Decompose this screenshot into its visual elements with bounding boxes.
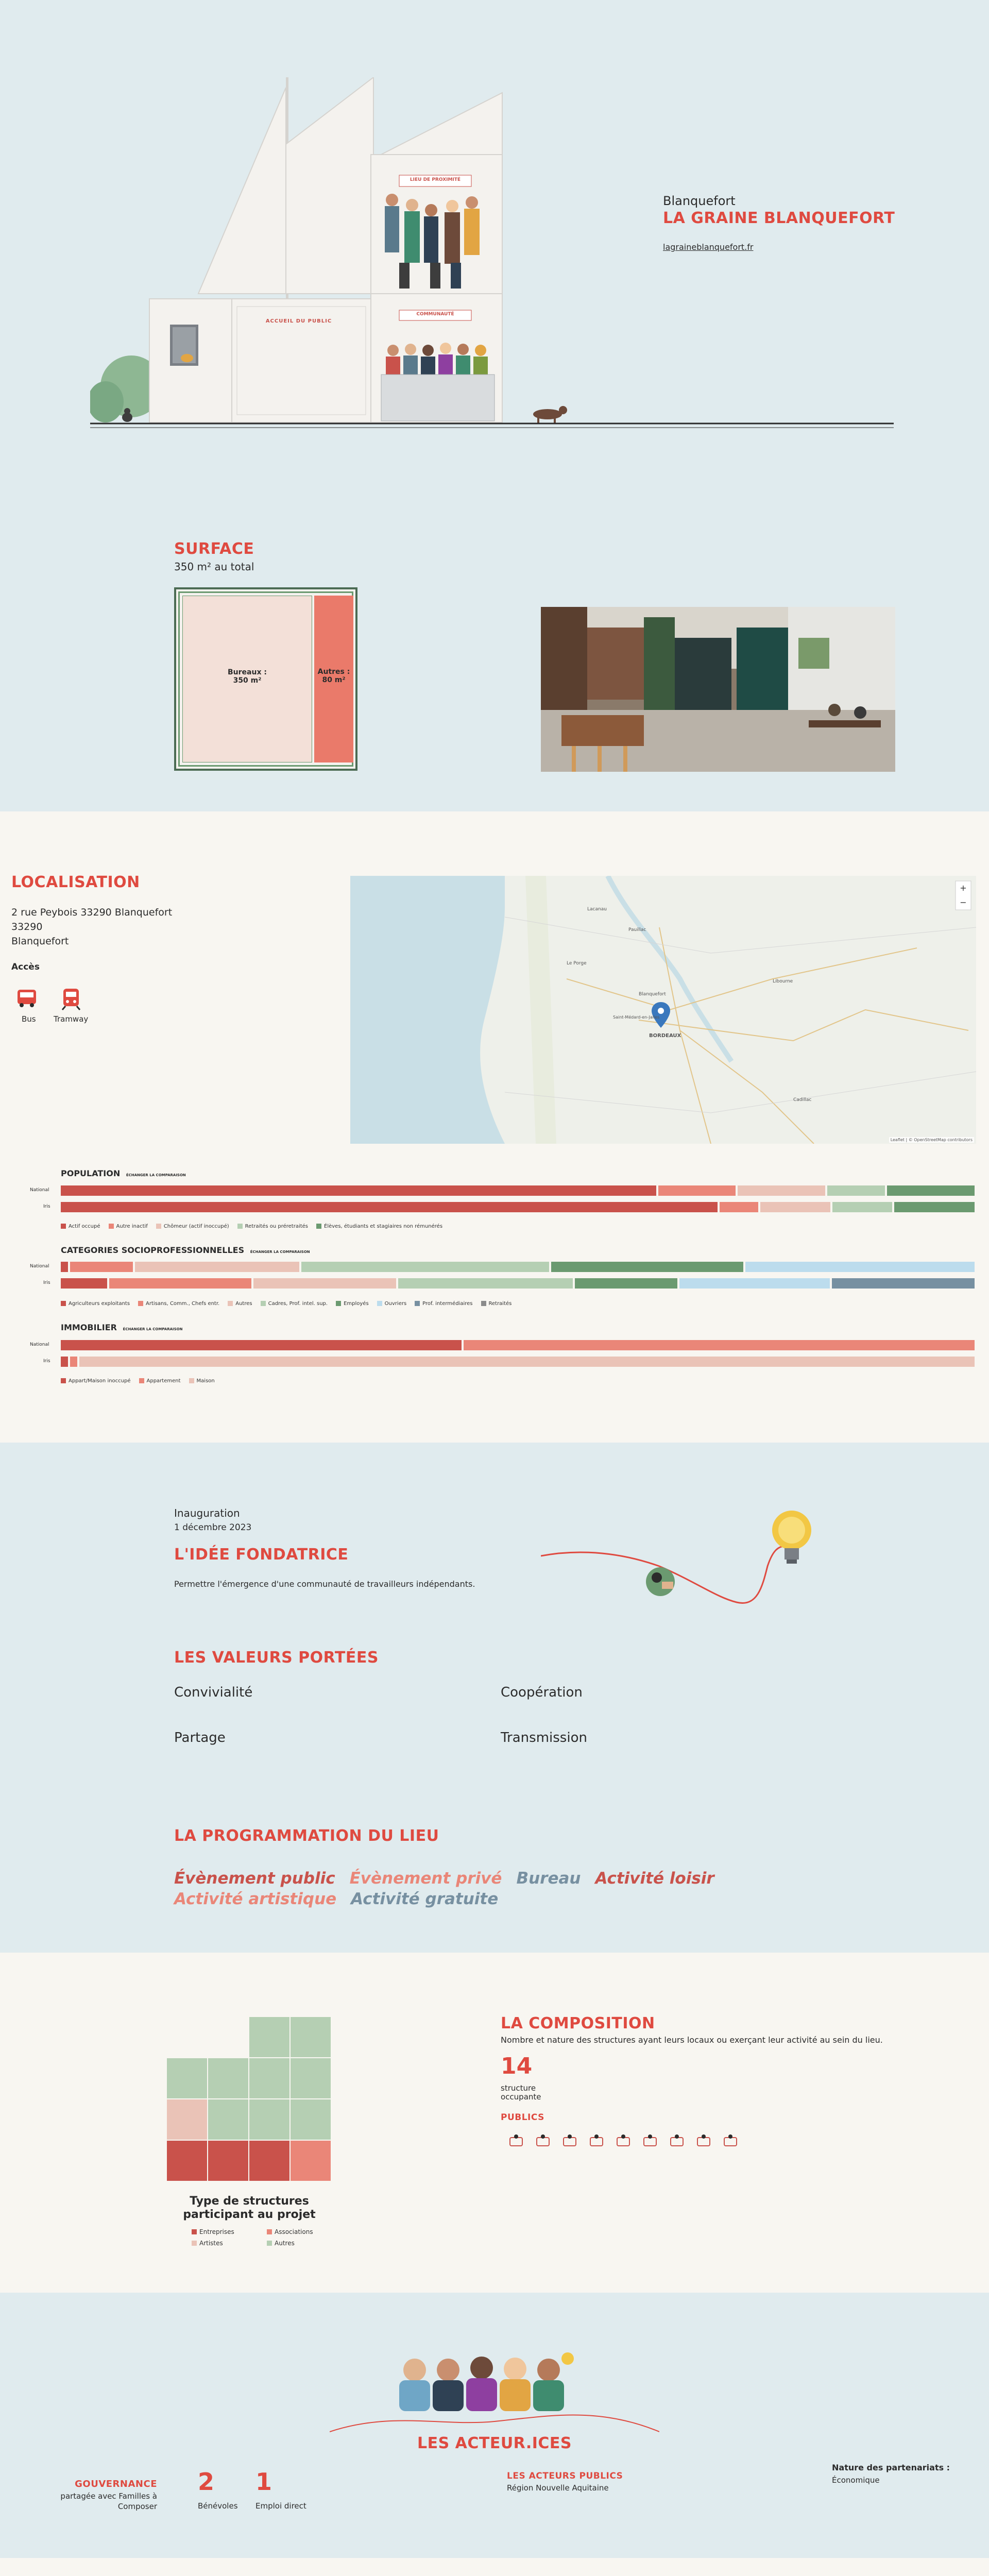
population-title-text: POPULATION <box>61 1168 121 1178</box>
population-legend <box>61 1221 977 1231</box>
immobilier-segment[interactable] <box>70 1357 77 1367</box>
immobilier-row-iris <box>61 1357 977 1367</box>
person-icon <box>532 2130 554 2151</box>
csp-row-label-iris: Iris <box>43 1280 50 1285</box>
legend-associations <box>267 2228 313 2235</box>
benevoles-label: Bénévoles <box>198 2501 238 2511</box>
programmation-item: Bureau <box>516 1869 581 1888</box>
population-segment[interactable] <box>894 1202 975 1212</box>
population-legend-item: Retraités ou préretraités <box>237 1224 308 1229</box>
structure-cell-autres[interactable] <box>291 2099 331 2140</box>
csp-segment[interactable] <box>135 1262 299 1272</box>
immobilier-title <box>61 1323 182 1332</box>
building-icon <box>719 2130 742 2151</box>
valeur-transmission: Transmission <box>501 1730 587 1745</box>
publics-title: PUBLICS <box>501 2112 544 2123</box>
immobilier-segment[interactable] <box>79 1357 975 1367</box>
population-segment[interactable] <box>738 1185 825 1196</box>
wheelchair-icon <box>639 2130 661 2151</box>
map-attribution[interactable]: Leaflet | © OpenStreetMap contributors <box>889 1137 974 1143</box>
acteurs-publics-title: LES ACTEURS PUBLICS <box>507 2471 623 2481</box>
acces-title: Accès <box>11 962 40 972</box>
structure-cell-entreprises[interactable] <box>249 2141 289 2181</box>
structure-cell-autres[interactable] <box>167 2058 207 2098</box>
structure-cell-autres[interactable] <box>291 2058 331 2098</box>
population-segment[interactable] <box>658 1185 736 1196</box>
legend-entreprises-label: Entreprises <box>199 2228 234 2235</box>
csp-segment[interactable] <box>575 1278 677 1289</box>
valeur-cooperation: Coopération <box>501 1685 583 1700</box>
csp-legend-item: Cadres, Prof. intel. sup. <box>261 1301 328 1307</box>
emploi-count: 1 <box>255 2468 272 2496</box>
structure-cell-autres[interactable] <box>249 2058 289 2098</box>
structure-cell-associations[interactable] <box>167 2099 207 2140</box>
pop-row-label-iris: Iris <box>43 1204 50 1209</box>
legend-autres-label: Autres <box>275 2240 295 2247</box>
structure-cell-autres[interactable] <box>208 2058 248 2098</box>
address-line2: 33290 <box>11 921 43 933</box>
csp-legend-item: Agriculteurs exploitants <box>61 1301 130 1307</box>
csp-segment[interactable] <box>745 1262 975 1272</box>
plate-icon <box>505 2130 527 2151</box>
population-row-iris <box>61 1202 977 1212</box>
population-segment[interactable] <box>61 1202 718 1212</box>
composition-chart <box>167 2017 332 2182</box>
hero-city: Blanquefort <box>663 194 736 208</box>
structure-cell-autres[interactable] <box>249 2099 289 2140</box>
website-link[interactable]: lagraineblanquefort.fr <box>663 242 754 252</box>
structure-cell-associations[interactable] <box>291 2141 331 2181</box>
legend-entreprises <box>192 2228 259 2235</box>
csp-title <box>61 1245 310 1255</box>
csp-segment[interactable] <box>61 1262 68 1272</box>
family-icon <box>692 2130 715 2151</box>
csp-legend-item: Prof. intermédiaires <box>415 1301 472 1307</box>
immobilier-row-national <box>61 1340 977 1350</box>
autres-label: Autres : <box>317 668 350 676</box>
csp-segment[interactable] <box>398 1278 573 1289</box>
population-legend-item: Chômeur (actif inoccupé) <box>156 1224 229 1229</box>
csp-bars <box>61 1262 977 1293</box>
population-title <box>61 1168 186 1178</box>
csp-legend-item: Employés <box>336 1301 369 1307</box>
imm-row-label-iris: Iris <box>43 1359 50 1364</box>
composition-chart-title: Type de structures participant au projet <box>183 2195 316 2222</box>
valeurs-title: LES VALEURS PORTÉES <box>174 1649 379 1667</box>
csp-segment[interactable] <box>109 1278 252 1289</box>
csp-title-text: CATEGORIES SOCIOPROFESSIONNELLES <box>61 1245 245 1255</box>
inauguration-label: Inauguration <box>174 1507 240 1519</box>
csp-legend <box>61 1298 977 1308</box>
map-zoom-out[interactable]: − <box>960 897 967 907</box>
immobilier-legend-item: Appart/Maison inoccupé <box>61 1378 131 1384</box>
localisation-section <box>0 811 989 1443</box>
population-row-national <box>61 1185 977 1196</box>
valeur-convivialite: Convivialité <box>174 1685 253 1700</box>
immobilier-bars <box>61 1340 977 1371</box>
programmation-line2 <box>174 1890 513 1908</box>
programmation-item: Activité gratuite <box>351 1890 499 1908</box>
structures-count: 14 <box>501 2053 533 2079</box>
label-lieu-de-proximite: LIEU DE PROXIMITÉ <box>410 177 461 182</box>
csp-segment[interactable] <box>301 1262 549 1272</box>
population-compare-toggle[interactable]: ÉCHANGER LA COMPARAISON <box>126 1173 186 1177</box>
pop-row-label-national: National <box>30 1188 49 1193</box>
map-zoom-in[interactable]: + <box>960 883 967 893</box>
address-line1: 2 rue Peybois 33290 Blanquefort <box>11 907 173 918</box>
gouvernance-title: GOUVERNANCE <box>75 2479 157 2489</box>
immobilier-title-text: IMMOBILIER <box>61 1323 117 1332</box>
structure-cell-autres[interactable] <box>249 2017 289 2057</box>
map-label-bordeaux: BORDEAUX <box>649 1033 681 1039</box>
idea-illustration <box>541 1499 829 1623</box>
csp-segment[interactable] <box>61 1278 107 1289</box>
programmation-item: Activité loisir <box>595 1869 714 1888</box>
csp-legend-item: Autres <box>228 1301 252 1307</box>
autres-area <box>314 596 353 762</box>
hero-section <box>0 0 989 811</box>
house-icon <box>666 2130 688 2151</box>
map-label-pauillac: Pauillac <box>628 927 646 933</box>
surface-total: 350 m² au total <box>174 561 254 573</box>
bureaux-label: Bureaux : <box>228 668 267 676</box>
gouvernance-text: partagée avec Familles à Composer <box>60 2492 157 2511</box>
tram-icon <box>59 986 83 1010</box>
population-segment[interactable] <box>760 1202 830 1212</box>
immobilier-legend-item: Maison <box>189 1378 215 1384</box>
acteurs-section <box>0 2293 989 2558</box>
population-legend-item: Autre inactif <box>109 1224 148 1229</box>
car-icon <box>558 2130 581 2151</box>
csp-segment[interactable] <box>551 1262 743 1272</box>
acteurs-publics-text: Région Nouvelle Aquitaine <box>507 2483 609 2493</box>
csp-legend-item: Artisans, Comm., Chefs entr. <box>138 1301 219 1307</box>
population-bars <box>61 1185 977 1216</box>
structure-cell-entreprises[interactable] <box>167 2141 207 2181</box>
idee-section <box>0 1443 989 1953</box>
csp-segment[interactable] <box>70 1262 133 1272</box>
csp-segment[interactable] <box>679 1278 830 1289</box>
bus-icon <box>15 987 38 1009</box>
composition-text: Nombre et nature des structures ayant leurs locaux ou exerçant leur activité au sein du lieu. <box>501 2035 883 2045</box>
programmation-title: LA PROGRAMMATION DU LIEU <box>174 1827 439 1845</box>
immobilier-segment[interactable] <box>61 1357 68 1367</box>
valeur-partage: Partage <box>174 1730 226 1745</box>
emploi-label: Emploi direct <box>255 2501 306 2511</box>
programmation-item: Évènement public <box>174 1869 335 1888</box>
csp-compare-toggle[interactable]: ÉCHANGER LA COMPARAISON <box>250 1250 310 1254</box>
bureaux-area <box>182 596 312 762</box>
autres-value: 80 m² <box>322 676 346 684</box>
csp-row-label-national: National <box>30 1264 49 1269</box>
moyens-section <box>0 2558 989 2576</box>
composition-section <box>0 1953 989 2293</box>
public-icons <box>505 2130 773 2151</box>
legend-artistes <box>192 2240 259 2247</box>
immobilier-legend <box>61 1376 977 1385</box>
acteurs-illustration <box>330 2349 659 2439</box>
map[interactable] <box>350 876 976 1144</box>
csp-legend-item: Retraités <box>481 1301 512 1307</box>
address-line3: Blanquefort <box>11 936 69 947</box>
partenariats-label: Nature des partenariats : <box>832 2463 950 2472</box>
benevoles-count: 2 <box>198 2468 215 2496</box>
composition-title: LA COMPOSITION <box>501 2014 655 2032</box>
idee-title: L'IDÉE FONDATRICE <box>174 1546 349 1564</box>
label-communaute: COMMUNAUTÉ <box>416 312 454 317</box>
legend-associations-label: Associations <box>275 2228 313 2235</box>
tram-label: Tramway <box>54 1014 89 1024</box>
partenariats-value: Économique <box>832 2476 880 2485</box>
map-label-cadillac: Cadillac <box>793 1097 812 1103</box>
population-segment[interactable] <box>827 1185 885 1196</box>
hero-title: LA GRAINE BLANQUEFORT <box>663 209 895 227</box>
bureaux-value: 350 m² <box>233 676 262 685</box>
csp-row-iris <box>61 1278 977 1289</box>
imm-row-label-national: National <box>30 1342 49 1347</box>
csp-row-national <box>61 1262 977 1272</box>
localisation-title: LOCALISATION <box>11 873 140 891</box>
population-segment[interactable] <box>720 1202 759 1212</box>
immobilier-segment[interactable] <box>464 1340 975 1350</box>
baby-icon <box>585 2130 608 2151</box>
map-label-libourne: Libourne <box>773 979 793 984</box>
population-segment[interactable] <box>832 1202 892 1212</box>
immobilier-compare-toggle[interactable]: ÉCHANGER LA COMPARAISON <box>123 1327 183 1331</box>
population-segment[interactable] <box>887 1185 975 1196</box>
population-segment[interactable] <box>61 1185 656 1196</box>
map-label-leporge: Le Porge <box>567 961 587 966</box>
bus-label: Bus <box>22 1014 36 1024</box>
immobilier-legend-item: Appartement <box>139 1378 181 1384</box>
csp-legend-item: Ouvriers <box>377 1301 407 1307</box>
csp-segment[interactable] <box>253 1278 396 1289</box>
map-label-smj: Saint-Médard-en-Jalles <box>613 1015 660 1020</box>
composition-legend <box>192 2228 336 2247</box>
structure-cell-entreprises[interactable] <box>208 2141 248 2181</box>
immobilier-segment[interactable] <box>61 1340 462 1350</box>
structures-count-label: structure occupante <box>501 2083 541 2102</box>
programmation-item: Évènement privé <box>349 1869 502 1888</box>
surface-plan <box>174 587 357 771</box>
map-label-lacanau: Lacanau <box>587 907 607 912</box>
label-accueil-du-public: ACCUEIL DU PUBLIC <box>265 318 332 324</box>
programmation-line1 <box>174 1869 729 1888</box>
surface-title: SURFACE <box>174 540 254 558</box>
map-label-blanquefort: Blanquefort <box>639 992 666 997</box>
csp-segment[interactable] <box>832 1278 975 1289</box>
building-illustration <box>90 77 894 438</box>
elderly-icon <box>612 2130 635 2151</box>
venue-photo <box>541 607 895 772</box>
population-legend-item: Actif occupé <box>61 1224 100 1229</box>
inauguration-date: 1 décembre 2023 <box>174 1522 252 1533</box>
structure-cell-autres[interactable] <box>208 2099 248 2140</box>
legend-artistes-label: Artistes <box>199 2240 223 2247</box>
acteurs-title: LES ACTEUR.ICES <box>417 2434 572 2452</box>
legend-autres <box>267 2240 295 2247</box>
structure-cell-autres[interactable] <box>291 2017 331 2057</box>
idee-text: Permettre l'émergence d'une communauté de travailleurs indépendants. <box>174 1579 475 1589</box>
programmation-item: Activité artistique <box>174 1890 337 1908</box>
population-legend-item: Élèves, étudiants et stagiaires non rémunérés <box>316 1224 442 1229</box>
